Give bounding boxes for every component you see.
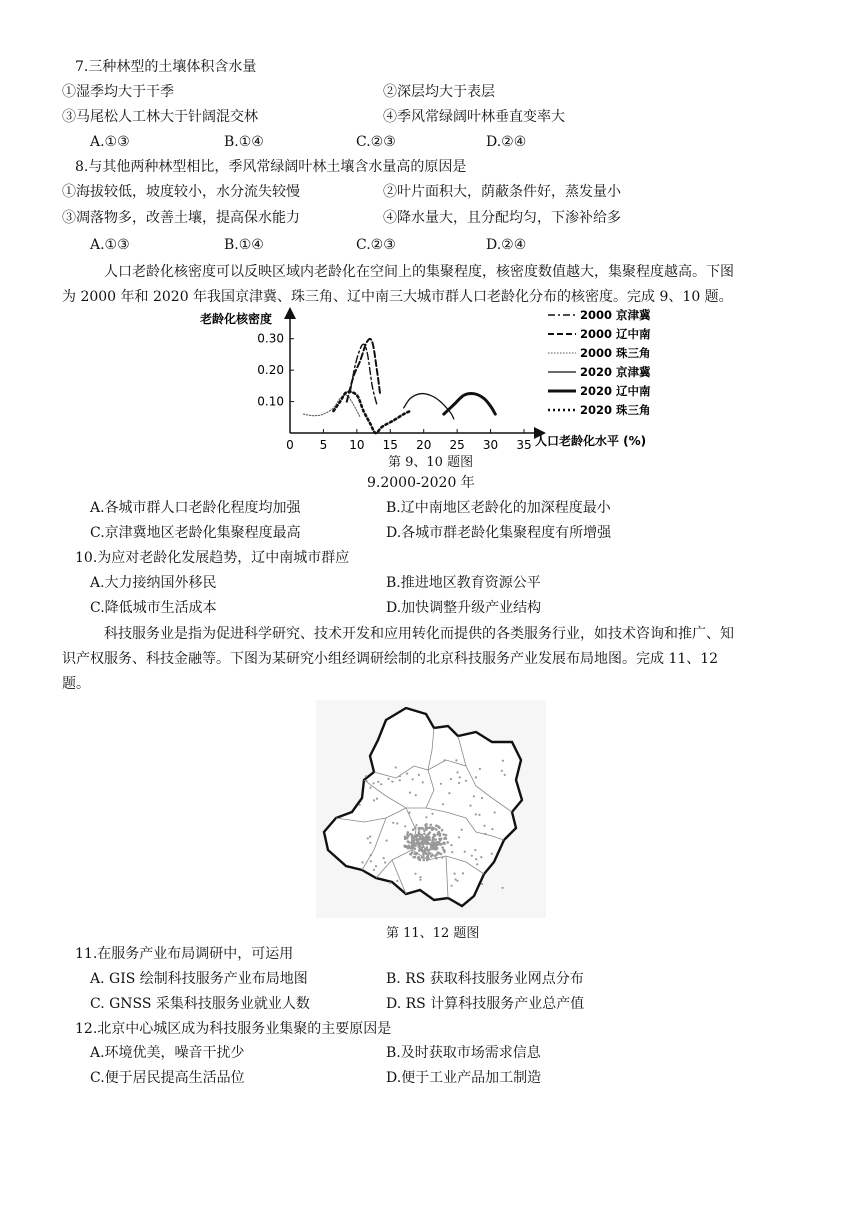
outlet-dot xyxy=(423,832,426,835)
outlet-dot xyxy=(491,828,493,830)
q8-option-1: ①海拔较低，坡度较小，水分流失较慢 xyxy=(62,184,300,200)
outlet-dot xyxy=(455,878,457,880)
outlet-dot xyxy=(369,787,371,789)
q11-stem: 11.在服务产业布局调研中，可运用 xyxy=(75,946,294,962)
outlet-dot xyxy=(426,856,429,859)
outlet-dot xyxy=(408,811,410,813)
outlet-dot xyxy=(441,846,444,849)
q12-choice-b: B.及时获取市场需求信息 xyxy=(386,1045,541,1061)
outlet-dot xyxy=(416,838,419,841)
outlet-dot xyxy=(426,846,429,849)
outlet-dot xyxy=(476,863,478,865)
outlet-dot xyxy=(430,855,433,858)
legend-label: 2000 京津冀 xyxy=(580,308,651,322)
legend-label: 2000 珠三角 xyxy=(580,346,651,360)
outlet-dot xyxy=(450,778,452,780)
q7-choice-d: D.②④ xyxy=(486,134,527,150)
outlet-dot xyxy=(431,827,434,830)
q8-option-4: ④降水量大，且分配均匀，下渗补给多 xyxy=(383,210,621,226)
outlet-dot xyxy=(395,766,397,768)
outlet-dot xyxy=(392,822,394,824)
outlet-dot xyxy=(411,845,414,848)
outlet-dot xyxy=(448,792,450,794)
outlet-dot xyxy=(436,847,439,850)
outlet-dot xyxy=(458,782,460,784)
outlet-dot xyxy=(414,847,417,850)
outlet-dot xyxy=(440,838,443,841)
x-tick-label: 15 xyxy=(382,438,398,452)
outlet-dot xyxy=(399,779,401,781)
outlet-dot xyxy=(405,845,408,848)
outlet-dot xyxy=(435,824,438,827)
outlet-dot xyxy=(361,861,363,863)
outlet-dot xyxy=(420,834,423,837)
chart-svg xyxy=(200,305,670,475)
outlet-dot xyxy=(425,841,428,844)
outlet-dot xyxy=(444,759,446,761)
legend-label: 2020 京津冀 xyxy=(580,365,651,379)
outlet-dot xyxy=(469,805,471,807)
q7-choice-b: B.①④ xyxy=(224,134,264,150)
outlet-dot xyxy=(404,838,407,841)
q8-choice-d: D.②④ xyxy=(486,237,527,253)
outlet-dot xyxy=(431,841,434,844)
outlet-dot xyxy=(411,839,414,842)
outlet-dot xyxy=(418,827,421,830)
outlet-dot xyxy=(441,829,444,832)
outlet-dot xyxy=(426,859,429,862)
outlet-dot xyxy=(491,853,493,855)
outlet-dot xyxy=(440,853,443,856)
outlet-dot xyxy=(441,857,443,859)
outlet-dot xyxy=(359,804,361,806)
q8-option-2: ②叶片面积大，荫蔽条件好，蒸发量小 xyxy=(383,184,621,200)
outlet-dot xyxy=(428,827,431,830)
outlet-dot xyxy=(422,781,424,783)
outlet-dot xyxy=(396,880,398,882)
outlet-dot xyxy=(461,829,463,831)
legend-label: 2020 珠三角 xyxy=(580,403,651,417)
chart-caption: 第 9、10 题图 xyxy=(388,455,474,470)
outlet-dot xyxy=(423,859,426,862)
y-tick-label: 0.10 xyxy=(257,394,284,409)
q12-stem: 12.北京中心城区成为科技服务业集聚的主要原因是 xyxy=(75,1021,392,1037)
outlet-dot xyxy=(433,833,436,836)
outlet-dot xyxy=(396,822,398,824)
outlet-dot xyxy=(375,865,377,867)
q11-choice-b: B. RS 获取科技服务业网点分布 xyxy=(386,971,584,987)
outlet-dot xyxy=(406,773,408,775)
q8-choice-a: A.①③ xyxy=(90,237,130,253)
outlet-dot xyxy=(376,798,378,800)
outlet-dot xyxy=(407,840,410,843)
outlet-dot xyxy=(419,836,422,839)
outlet-dot xyxy=(442,803,444,805)
outlet-dot xyxy=(384,861,386,863)
outlet-dot xyxy=(483,825,485,827)
outlet-dot xyxy=(454,873,456,875)
outlet-dot xyxy=(422,853,425,856)
q7-choice-c: C.②③ xyxy=(356,134,396,150)
outlet-dot xyxy=(366,780,368,782)
outlet-dot xyxy=(431,813,433,815)
x-tick-label: 5 xyxy=(319,438,328,452)
outlet-dot xyxy=(456,880,458,882)
outlet-dot xyxy=(481,883,483,885)
q9-choice-c: C.京津冀地区老龄化集聚程度最高 xyxy=(90,525,301,541)
x-tick-label: 10 xyxy=(349,438,365,452)
outlet-dot xyxy=(377,781,379,783)
outlet-dot xyxy=(481,797,483,799)
outlet-dot xyxy=(478,814,480,816)
outlet-dot xyxy=(412,778,414,780)
q9-choice-d: D.各城市群老龄化集聚程度有所增强 xyxy=(386,525,612,541)
outlet-dot xyxy=(417,833,420,836)
q8-option-3: ③凋落物多，改善土壤，提高保水能力 xyxy=(62,210,300,226)
q10-choice-d: D.加快调整升级产业结构 xyxy=(386,600,542,616)
series-line-5 xyxy=(444,393,496,414)
outlet-dot xyxy=(427,853,430,856)
outlet-dot xyxy=(501,770,503,772)
legend-label: 2000 辽中南 xyxy=(580,327,651,341)
x-tick-label: 25 xyxy=(449,438,465,452)
outlet-dot xyxy=(504,774,506,776)
x-tick-label: 35 xyxy=(516,438,532,452)
outlet-dot xyxy=(450,844,452,846)
outlet-dot xyxy=(425,835,428,838)
q10-choice-c: C.降低城市生活成本 xyxy=(90,600,217,616)
outlet-dot xyxy=(387,778,389,780)
outlet-dot xyxy=(419,879,421,881)
outlet-dot xyxy=(437,831,440,834)
outlet-dot xyxy=(502,887,504,889)
outlet-dot xyxy=(409,833,412,836)
outlet-dot xyxy=(414,826,417,829)
q7-option-3: ③马尾松人工林大于针阔混交林 xyxy=(62,109,258,125)
series-line-2 xyxy=(347,339,381,402)
x-tick-label: 0 xyxy=(286,438,294,452)
q7-stem: 7.三种林型的土壤体积含水量 xyxy=(75,59,257,75)
outlet-dot xyxy=(451,851,453,853)
x-axis-label: 人口老龄化水平 (%) xyxy=(535,434,647,448)
outlet-dot xyxy=(415,824,417,826)
outlet-dot xyxy=(502,760,504,762)
outlet-dot xyxy=(456,771,458,773)
outlet-dot xyxy=(471,855,473,857)
outlet-dot xyxy=(479,768,481,770)
outlet-dot xyxy=(475,813,477,815)
outlet-dot xyxy=(373,782,375,784)
intro1-line-2: 为 2000 年和 2020 年我国京津冀、珠三角、辽中南三大城市群人口老龄化分布的核密度。完成 9、10 题。 xyxy=(62,289,733,305)
outlet-dot xyxy=(421,838,424,841)
outlet-dot xyxy=(415,794,417,796)
outlet-dot xyxy=(434,855,437,858)
outlet-dot xyxy=(411,841,414,844)
intro2-line-1: 科技服务业是指为促进科学研究、技术开发和应用转化而提供的各类服务行业，如技术咨询和推广、知 xyxy=(104,626,734,642)
outlet-dot xyxy=(430,824,433,827)
q9-choice-a: A.各城市群人口老龄化程度均加强 xyxy=(90,500,301,516)
outlet-dot xyxy=(370,860,372,862)
q12-choice-a: A.环境优美，噪音干扰少 xyxy=(90,1045,245,1061)
outlet-dot xyxy=(404,825,406,827)
outlet-dot xyxy=(428,832,431,835)
outlet-dot xyxy=(451,885,453,887)
outlet-dot xyxy=(411,835,414,838)
outlet-dot xyxy=(420,827,423,830)
q12-choice-d: D.便于工业产品加工制造 xyxy=(386,1070,542,1086)
q9-stem: 9.2000-2020 年 xyxy=(367,475,475,491)
outlet-dot xyxy=(423,829,426,832)
outlet-dot xyxy=(438,826,440,828)
y-axis-label: 老龄化核密度 xyxy=(200,312,273,326)
outlet-dot xyxy=(421,848,424,851)
outlet-dot xyxy=(458,836,460,838)
outlet-dot xyxy=(427,838,430,841)
outlet-dot xyxy=(409,847,412,850)
outlet-dot xyxy=(386,840,388,842)
map-svg xyxy=(316,700,546,918)
outlet-dot xyxy=(435,857,438,860)
outlet-dot xyxy=(436,852,439,855)
outlet-dot xyxy=(443,849,446,852)
outlet-dot xyxy=(459,776,461,778)
outlet-dot xyxy=(428,848,431,851)
q12-choice-c: C.便于居民提高生活品位 xyxy=(90,1070,245,1086)
y-tick-label: 0.30 xyxy=(257,331,284,346)
series-line-3 xyxy=(303,395,360,417)
outlet-dot xyxy=(474,849,476,851)
outlet-dot xyxy=(380,783,382,785)
outlet-dot xyxy=(412,856,415,859)
outlet-dot xyxy=(412,828,415,831)
outlet-dot xyxy=(373,869,375,871)
outlet-dot xyxy=(464,851,466,853)
x-tick-label: 20 xyxy=(416,438,432,452)
q11-choice-d: D. RS 计算科技服务产业总产值 xyxy=(386,996,585,1012)
outlet-dot xyxy=(455,759,457,761)
q11-choice-c: C. GNSS 采集科技服务业就业人数 xyxy=(90,996,310,1012)
outlet-dot xyxy=(475,858,477,860)
outlet-dot xyxy=(421,841,424,844)
outlet-dot xyxy=(411,851,414,854)
legend-label: 2020 辽中南 xyxy=(580,384,651,398)
aging-kernel-density-chart xyxy=(200,305,670,475)
beijing-tech-service-map xyxy=(316,700,546,918)
outlet-dot xyxy=(414,873,416,875)
outlet-dot xyxy=(434,838,437,841)
outlet-dot xyxy=(432,847,435,850)
q7-option-2: ②深层均大于表层 xyxy=(383,84,495,100)
outlet-dot xyxy=(440,783,442,785)
outlet-dot xyxy=(365,775,367,777)
outlet-dot xyxy=(367,837,369,839)
outlet-dot xyxy=(473,795,475,797)
outlet-dot xyxy=(439,843,442,846)
q10-choice-a: A.大力接纳国外移民 xyxy=(90,575,217,591)
q10-choice-b: B.推进地区教育资源公平 xyxy=(386,575,541,591)
outlet-dot xyxy=(424,824,427,827)
outlet-dot xyxy=(369,836,371,838)
outlet-dot xyxy=(425,816,427,818)
outlet-dot xyxy=(462,872,464,874)
outlet-dot xyxy=(370,854,372,856)
outlet-dot xyxy=(373,799,375,801)
outlet-dot xyxy=(408,845,410,847)
q7-choice-a: A.①③ xyxy=(90,134,130,150)
outlet-dot xyxy=(465,780,467,782)
outlet-dot xyxy=(422,856,425,859)
series-line-4 xyxy=(404,394,454,419)
outlet-dot xyxy=(422,845,425,848)
x-tick-label: 30 xyxy=(482,438,499,452)
outlet-dot xyxy=(419,876,421,878)
outlet-dot xyxy=(494,811,496,813)
outlet-dot xyxy=(426,829,428,831)
outlet-dot xyxy=(369,842,371,844)
map-caption: 第 11、12 题图 xyxy=(386,926,480,941)
outlet-dot xyxy=(417,857,420,860)
q10-stem: 10.为应对老龄化发展趋势，辽中南城市群应 xyxy=(75,550,350,566)
q9-choice-b: B.辽中南地区老龄化的加深程度最小 xyxy=(386,500,611,516)
outlet-dot xyxy=(484,833,486,835)
outlet-dot xyxy=(418,774,420,776)
y-tick-label: 0.20 xyxy=(257,363,284,378)
q8-choice-b: B.①④ xyxy=(224,237,264,253)
outlet-dot xyxy=(383,857,385,859)
outlet-dot xyxy=(442,833,445,836)
outlet-dot xyxy=(480,856,482,858)
outlet-dot xyxy=(446,841,449,844)
outlet-dot xyxy=(414,844,417,847)
outlet-dot xyxy=(418,845,421,848)
outlet-dot xyxy=(415,853,418,856)
outlet-dot xyxy=(424,852,427,855)
q11-choice-a: A. GIS 绘制科技服务产业布局地图 xyxy=(90,971,308,987)
outlet-dot xyxy=(409,792,411,794)
outlet-dot xyxy=(417,840,420,843)
q7-option-4: ④季风常绿阔叶林垂直变率大 xyxy=(383,109,565,125)
q8-choice-c: C.②③ xyxy=(356,237,396,253)
intro2-line-3: 题。 xyxy=(62,676,90,692)
outlet-dot xyxy=(435,828,438,831)
outlet-dot xyxy=(407,835,410,838)
intro2-line-2: 识产权服务、科技金融等。下图为某研究小组经调研绘制的北京科技服务产业发展布局地图。完成 11、12 xyxy=(62,651,719,667)
q8-stem: 8.与其他两种林型相比，季风常绿阔叶林土壤含水量高的原因是 xyxy=(75,159,467,175)
series-line-6 xyxy=(334,392,411,433)
outlet-dot xyxy=(391,781,393,783)
outlet-dot xyxy=(422,843,425,846)
outlet-dot xyxy=(442,842,444,844)
outlet-dot xyxy=(399,775,401,777)
q7-option-1: ①湿季均大于干季 xyxy=(62,84,174,100)
outlet-dot xyxy=(389,882,391,884)
outlet-dot xyxy=(445,834,448,837)
outlet-dot xyxy=(475,776,477,778)
intro1-line-1: 人口老龄化核密度可以反映区域内老龄化在空间上的集聚程度，核密度数值越大，集聚程度越高。下图 xyxy=(104,264,734,280)
outlet-dot xyxy=(445,837,448,840)
